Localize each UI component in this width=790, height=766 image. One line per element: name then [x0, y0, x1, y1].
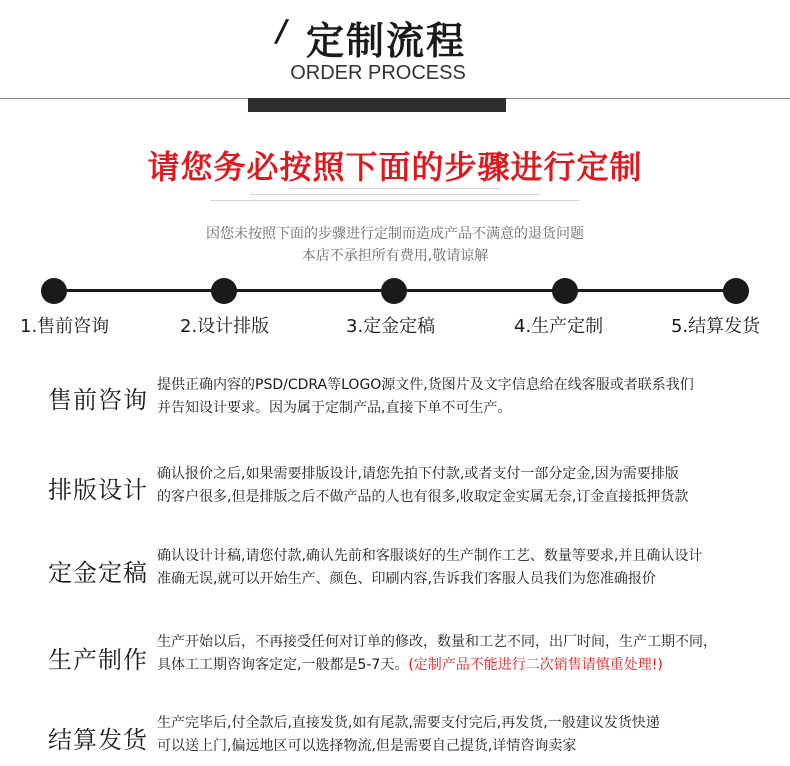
- page-title: 定制流程: [306, 19, 467, 63]
- timeline-dot-3: [381, 278, 407, 304]
- step-label-1: 1.售前咨询: [20, 316, 110, 337]
- detail-line: 并告知设计要求。因为属于定制产品,直接下单不可生产。: [157, 400, 512, 416]
- detail-line: 生产完毕后,付全款后,直接发货,如有尾款,需要支付完后,再发货,一般建议发货快递: [157, 715, 660, 731]
- detail-text-deposit: [157, 545, 785, 591]
- timeline-dot-4: [552, 278, 578, 304]
- detail-line: 生产开始以后，不再接受任何对订单的修改，数量和工艺不同，出厂时间，生产工期不同，: [157, 634, 717, 650]
- step-label-4: 4.生产定制: [514, 316, 604, 337]
- detail-heading-production: 生产制作: [48, 646, 148, 674]
- page-subtitle: [0, 62, 756, 85]
- detail-text-production: [157, 631, 785, 677]
- step-label-3: 3.定金定稿: [346, 316, 436, 337]
- page-subtitle-text: ORDER PROCESS: [290, 62, 466, 84]
- detail-text-consult: [157, 374, 785, 420]
- detail-line: 确认设计计稿,请您付款,确认先前和客服谈好的生产制作工艺、数量等要求,并且确认设计: [157, 548, 703, 564]
- detail-heading-deposit: 定金定稿: [48, 559, 148, 587]
- title-slash: /: [272, 14, 291, 49]
- step-label-2: 2.设计排版: [180, 316, 270, 337]
- warning-highlight: (定制产品不能进行二次销售请慎重处理!): [408, 657, 663, 673]
- detail-heading-settlement: 结算发货: [48, 726, 148, 754]
- timeline-dot-1: [41, 278, 67, 304]
- detail-line: 提供正确内容的PSD/CDRA等LOGO源文件,货图片及文字信息给在线客服或者联系我们: [157, 377, 694, 393]
- detail-text-layout: [157, 463, 785, 509]
- detail-line: 的客户很多,但是排版之后不做产品的人也有很多,收取定金实属无奈,订金直接抵押货款: [157, 489, 689, 505]
- warning-headline: 请您务必按照下面的步骤进行定制: [147, 148, 643, 186]
- detail-line: 可以送上门,偏远地区可以选择物流,但是需要自己提货,详情咨询卖家: [157, 738, 577, 754]
- detail-line: 准确无误,就可以开始生产、颜色、印刷内容,告诉我们客服人员我们为您准确报价: [157, 571, 656, 587]
- detail-line-with-highlight: [157, 654, 785, 677]
- timeline-dot-5: [723, 278, 749, 304]
- detail-heading-consult: 售前咨询: [48, 386, 148, 414]
- notice-line-2: 本店不承担所有费用,敬请谅解: [301, 248, 489, 264]
- detail-line: 确认报价之后,如果需要排版设计,请您先拍下付款,或者支付一部分定金,因为需要排版: [157, 466, 679, 482]
- step-label-5: 5.结算发货: [671, 316, 761, 337]
- detail-text-settlement: [157, 712, 785, 758]
- detail-heading-layout: 排版设计: [48, 476, 148, 504]
- timeline-dot-2: [211, 278, 237, 304]
- header-accent-bar: [248, 98, 506, 112]
- notice-line-1: 因您未按照下面的步骤进行定制而造成产品不满意的退货问题: [206, 226, 584, 242]
- decorative-faint-lines: [190, 188, 600, 212]
- detail-line: 具体工工期咨询客定定,一般都是5-7天。: [157, 657, 409, 673]
